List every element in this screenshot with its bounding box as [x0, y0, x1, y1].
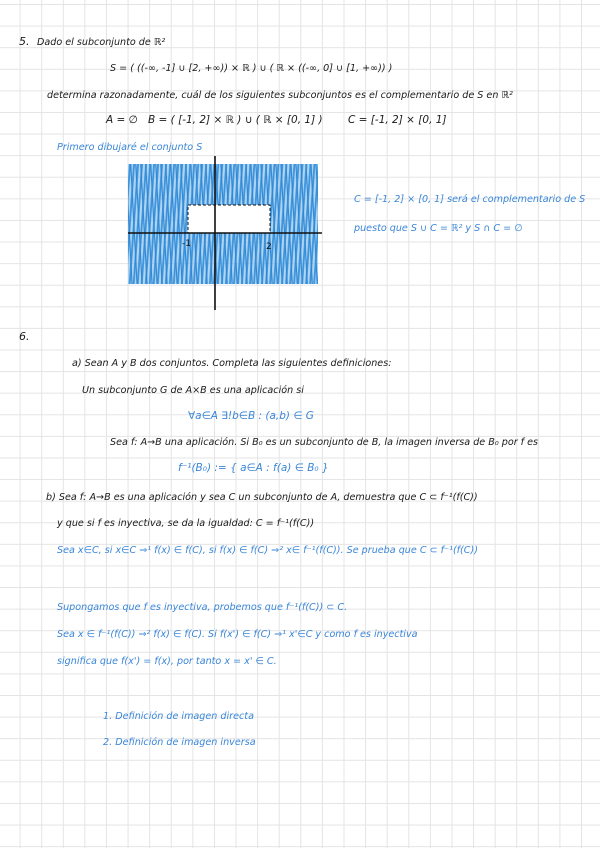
footnote-2: 2. Definición de imagen inversa: [103, 737, 256, 748]
proof-line-4: significa que f(x') = f(x), por tanto x = x' ∈ C.: [57, 656, 277, 667]
option-b: B = ( [-1, 2] × ℝ ) ∪ ( ℝ × [0, 1] ): [148, 114, 323, 126]
tick-label-2: 2: [266, 242, 272, 252]
part-b-line-1: b) Sea f: A→B es una aplicación y sea C un subconjunto de A, demuestra que C ⊂ f⁻¹(f(C)): [46, 492, 478, 503]
part-a-intro: a) Sean A y B dos conjuntos. Completa las siguientes definiciones:: [72, 358, 392, 369]
problem-5-intro: Dado el subconjunto de ℝ²: [37, 37, 166, 48]
set-s-definition: S = ( ((-∞, -1] ∪ [2, +∞)) × ℝ ) ∪ ( ℝ × ((-∞, 0] ∪ [1, +∞)) ): [110, 63, 393, 74]
definition-1-answer: ∀a∈A ∃!b∈B : (a,b) ∈ G: [188, 410, 314, 422]
part-a-definition-2: Sea f: A→B una aplicación. Si B₀ es un subconjunto de B, la imagen inversa de B₀ por f es: [110, 437, 539, 448]
definition-2-answer: f⁻¹(B₀) := { a∈A : f(a) ∈ B₀ }: [178, 462, 329, 474]
draw-note: Primero dibujaré el conjunto S: [57, 142, 203, 153]
option-a: A = ∅: [106, 114, 138, 126]
problem-6-number: 6.: [19, 330, 30, 343]
tick-label-minus1: -1: [182, 239, 191, 249]
problem-5-task: determina razonadamente, cuál de los siguientes subconjuntos es el complementario de S en ℝ²: [47, 90, 513, 101]
part-b-line-2: y que si f es inyectiva, se da la igualdad: C = f⁻¹(f(C)): [57, 518, 315, 529]
proof-line-3: Sea x ∈ f⁻¹(f(C)) ⇒² f(x) ∈ f(C). Si f(x') ∈ f(C) ⇒¹ x'∈C y como f es inyectiva: [57, 629, 418, 640]
set-s-graph: [118, 150, 328, 315]
part-a-definition-1: Un subconjunto G de A×B es una aplicación si: [82, 385, 304, 396]
answer-line-2: puesto que S ∪ C = ℝ² y S ∩ C = ∅: [354, 223, 523, 234]
problem-5-number: 5.: [19, 35, 30, 48]
footnote-1: 1. Definición de imagen directa: [103, 711, 254, 722]
complement-region-c: [188, 205, 270, 233]
proof-line-1: Sea x∈C, si x∈C ⇒¹ f(x) ∈ f(C), si f(x) ∈ f(C) ⇒² x∈ f⁻¹(f(C)). Se prueba que C ⊂ f⁻¹(f(C)): [57, 545, 478, 556]
option-c: C = [-1, 2] × [0, 1]: [348, 114, 447, 126]
answer-line-1: C = [-1, 2] × [0, 1] será el complementario de S: [354, 194, 586, 205]
proof-line-2: Supongamos que f es inyectiva, probemos que f⁻¹(f(C)) ⊂ C.: [57, 602, 348, 613]
